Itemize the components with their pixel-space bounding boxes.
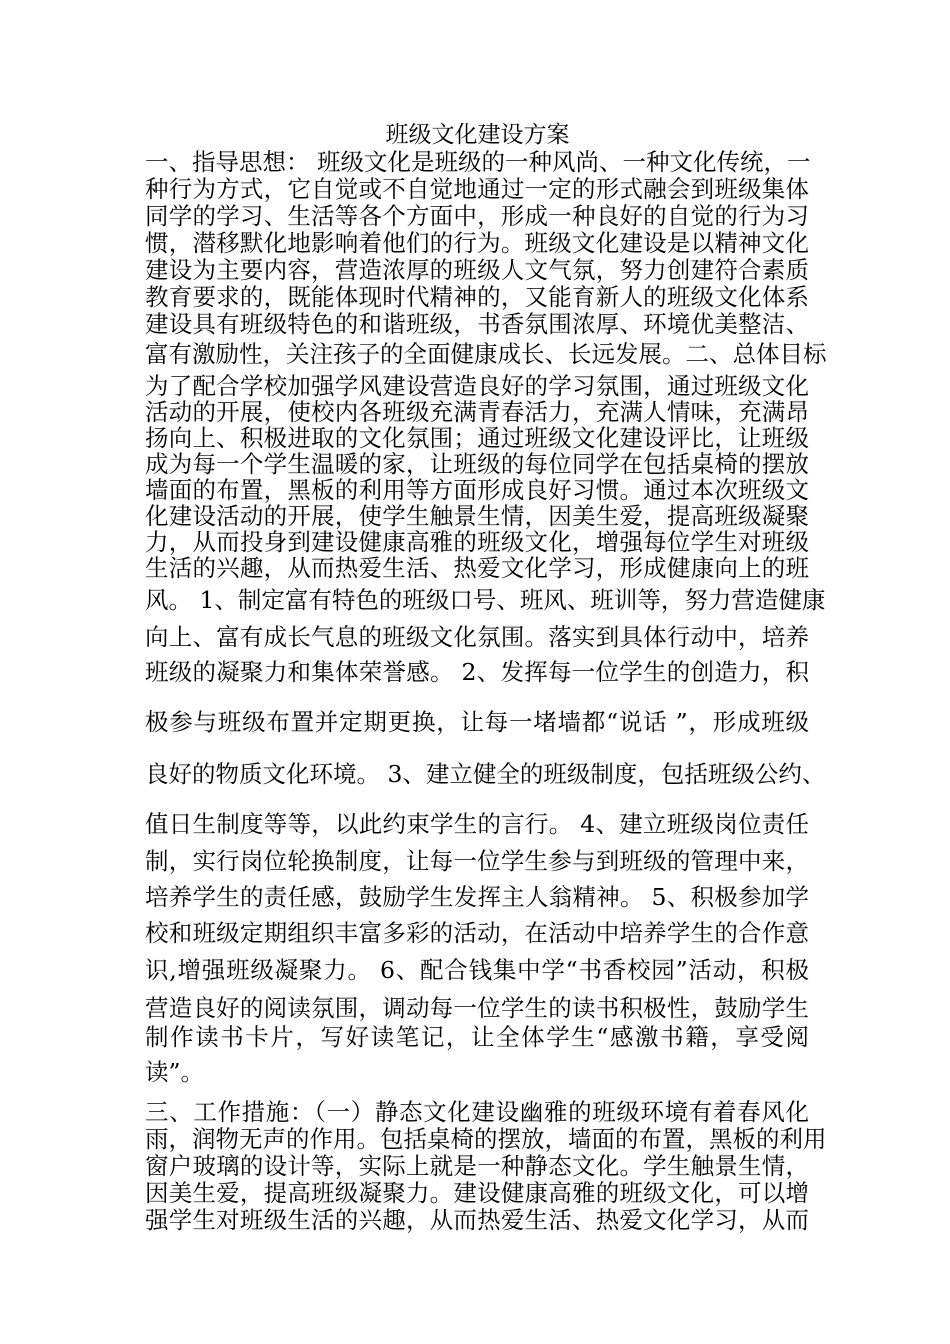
body-line-3: 同学的学习、生活等各个方面中，形成一种良好的自觉的行为习: [145, 202, 809, 230]
body-line-6: 教育要求的，既能体现时代精神的，又能育新人的班级文化体系: [145, 283, 809, 311]
body-line-33: 因美生爱，提高班级凝聚力。建设健康高雅的班级文化，可以增: [145, 1179, 809, 1207]
body-line-29: 读”。: [145, 1058, 205, 1086]
body-line-5: 建设为主要内容，营造浓厚的班级人文气氛，努力创建符合素质: [145, 256, 809, 284]
body-line-10: 活动的开展，使校内各班级充满青春活力，充满人情味，充满昂: [145, 398, 809, 426]
body-line-24: 培养学生的责任感，鼓励学生发挥主人翁精神。 5、积极参加学: [145, 883, 809, 911]
body-line-12: 成为每一个学生温暖的家，让班级的每位同学在包括桌椅的摆放: [145, 450, 809, 478]
body-line-9: 为了配合学校加强学风建设营造良好的学习氛围，通过班级文化: [145, 372, 809, 400]
body-line-27: 营造良好的阅读氛围，调动每一位学生的读书积极性，鼓励学生: [145, 994, 809, 1022]
body-line-18: 向上、富有成长气息的班级文化氛围。落实到具体行动中，培养: [145, 623, 809, 651]
body-line-2: 种行为方式，它自觉或不自觉地通过一定的形式融会到班级集体: [145, 175, 809, 203]
body-line-17: 风。 1、制定富有特色的班级口号、班风、班训等，努力营造健康: [145, 586, 826, 614]
body-line-4: 惯，潜移默化地影响着他们的行为。班级文化建设是以精神文化: [145, 229, 809, 257]
body-line-14: 化建设活动的开展，使学生触景生情，因美生爱，提高班级凝聚: [145, 502, 809, 530]
body-line-25: 校和班级定期组织丰富多彩的活动，在活动中培养学生的合作意: [145, 919, 809, 947]
body-line-28: 制作读书卡片，写好读笔记，让全体学生“感激书籍，享受阅: [145, 1023, 809, 1051]
body-line-22: 值日生制度等等，以此约束学生的言行。 4、建立班级岗位责任: [145, 810, 809, 838]
body-line-19: 班级的凝聚力和集体荣誉感。 2、发挥每一位学生的创造力，积: [145, 658, 809, 686]
body-line-30: 三、工作措施：（一）静态文化建设幽雅的班级环境有着春风化: [145, 1098, 809, 1126]
body-line-13: 墙面的布置，黑板的利用等方面形成良好习惯。通过本次班级文: [145, 476, 809, 504]
body-line-31: 雨，润物无声的作用。包括桌椅的摆放，墙面的布置，黑板的利用: [145, 1125, 827, 1153]
body-line-1: 一、指导思想： 班级文化是班级的一种风尚、一种文化传统，一: [145, 148, 811, 176]
body-line-23: 制，实行岗位轮换制度，让每一位学生参与到班级的管理中来，: [145, 847, 809, 875]
document-title: 班级文化建设方案: [385, 122, 570, 148]
body-line-26: 识,增强班级凝聚力。 6、配合钱集中学“书香校园”活动，积极: [145, 956, 809, 984]
body-line-8: 富有激励性，关注孩子的全面健康成长、长远发展。二、总体目标: [145, 340, 827, 368]
body-line-32: 窗户玻璃的设计等，实际上就是一种静态文化。学生触景生情，: [145, 1152, 809, 1180]
body-line-20: 极参与班级布置并定期更换，让每一堵墙都“说话 ”，形成班级: [145, 708, 809, 736]
body-line-34: 强学生对班级生活的兴趣，从而热爱生活、热爱文化学习，从而: [145, 1206, 809, 1234]
body-line-21: 良好的物质文化环境。 3、建立健全的班级制度，包括班级公约、: [145, 760, 826, 788]
body-line-16: 生活的兴趣，从而热爱生活、热爱文化学习，形成健康向上的班: [145, 554, 809, 582]
body-line-7: 建设具有班级特色的和谐班级，书香氛围浓厚、环境优美整洁、: [145, 310, 809, 338]
body-line-15: 力，从而投身到建设健康高雅的班级文化，增强每位学生对班级: [145, 528, 809, 556]
body-line-11: 扬向上、积极进取的文化氛围；通过班级文化建设评比，让班级: [145, 424, 809, 452]
